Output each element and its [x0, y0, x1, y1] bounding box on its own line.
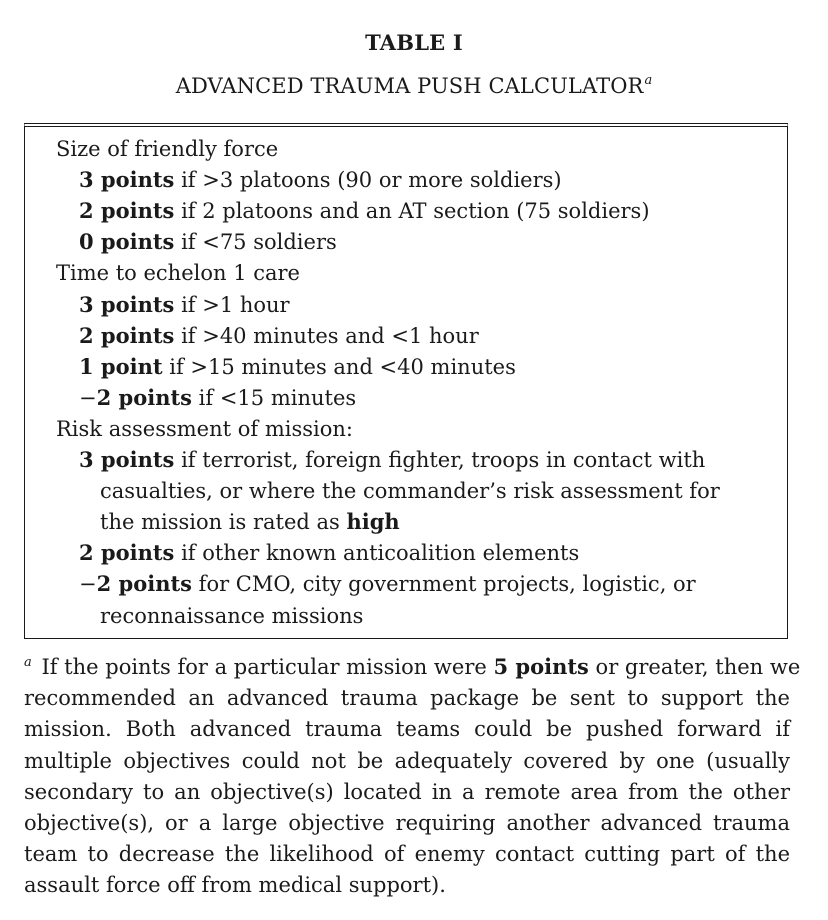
table-scoring-item — [79, 228, 337, 256]
table-footnote — [24, 647, 801, 902]
points-value: 3 points — [79, 291, 175, 317]
points-value: 1 point — [79, 353, 163, 379]
footnote-text: or greater, then we — [588, 655, 801, 679]
table-scoring-item-continuation — [100, 602, 363, 630]
row-text: if <15 minutes — [192, 385, 357, 410]
row-text: Time to echelon 1 care — [56, 261, 300, 286]
row-text: reconnaissance missions — [100, 603, 364, 628]
table-title — [0, 73, 828, 98]
row-text: the mission is rated as — [100, 510, 347, 535]
table-scoring-item — [79, 166, 562, 194]
row-text: if terrorist, foreign fighter, troops in contact with — [174, 448, 706, 472]
table-number: TABLE I — [365, 30, 463, 55]
table-scoring-item — [79, 197, 650, 225]
footnote-line: mission. Both advanced trauma teams could be pushed forward if — [24, 717, 790, 742]
points-value: 2 points — [96, 384, 192, 410]
table-scoring-item — [79, 353, 516, 381]
table-title-text: ADVANCED TRAUMA PUSH CALCULATOR — [175, 74, 644, 98]
row-text: if >15 minutes and <40 minutes — [162, 354, 516, 379]
table-scoring-item — [79, 539, 579, 567]
footnote-threshold: 5 points — [493, 654, 589, 679]
row-text: Size of friendly force — [56, 137, 279, 161]
table-title-footnote-marker: a — [644, 73, 653, 88]
footnote-line: assault force off from medical support). — [24, 873, 446, 898]
footnote-line — [24, 647, 801, 683]
calculator-table — [24, 123, 788, 639]
table-scoring-item — [79, 291, 290, 319]
points-value: 0 points — [79, 229, 175, 255]
points-value: 2 points — [79, 540, 175, 566]
table-scoring-item — [79, 570, 696, 598]
table-scoring-item-continuation — [100, 508, 400, 536]
row-text: if >1 hour — [174, 292, 290, 317]
points-value: 2 points — [96, 571, 192, 597]
points-value: 2 points — [79, 198, 175, 224]
footnote-marker: a — [24, 655, 32, 670]
points-value: 3 points — [79, 167, 175, 193]
table-scoring-item — [79, 384, 356, 412]
minus-sign: − — [79, 572, 97, 597]
row-text: for CMO, city government projects, logistic, or — [192, 572, 696, 597]
footnote-line: multiple objectives could not be adequately covered by one (usually — [24, 748, 790, 773]
footnote-line: team to decrease the likelihood of enemy contact cutting part of the — [24, 842, 790, 867]
table-category-heading — [56, 415, 353, 443]
risk-level-emphasis: high — [346, 509, 400, 535]
footnote-line: secondary to an objective(s) located in a remote area from the other — [24, 779, 790, 804]
footnote-line: recommended an advanced trauma package be sent to support the — [24, 686, 790, 711]
table-scoring-item-continuation — [100, 477, 720, 505]
row-text: Risk assessment of mission: — [56, 416, 353, 441]
table-scoring-item — [79, 446, 705, 474]
points-value: 2 points — [79, 322, 175, 348]
table-scoring-item — [79, 322, 479, 350]
row-text: if >3 platoons (90 or more soldiers) — [174, 168, 562, 193]
row-text: if <75 soldiers — [174, 230, 337, 255]
row-text: casualties, or where the commander’s risk assessment for — [100, 479, 720, 504]
row-text: if >40 minutes and <1 hour — [174, 323, 479, 348]
table-category-heading — [56, 259, 300, 287]
row-text: if 2 platoons and an AT section (75 soldiers) — [174, 199, 650, 224]
footnote-text: If the points for a particular mission were — [34, 655, 494, 679]
row-text: if other known anticoalition elements — [174, 541, 580, 566]
footnote-line: objective(s), or a large objective requiring another advanced trauma — [24, 811, 790, 836]
table-category-heading — [56, 135, 278, 163]
points-value: 3 points — [79, 447, 175, 472]
minus-sign: − — [79, 385, 97, 410]
